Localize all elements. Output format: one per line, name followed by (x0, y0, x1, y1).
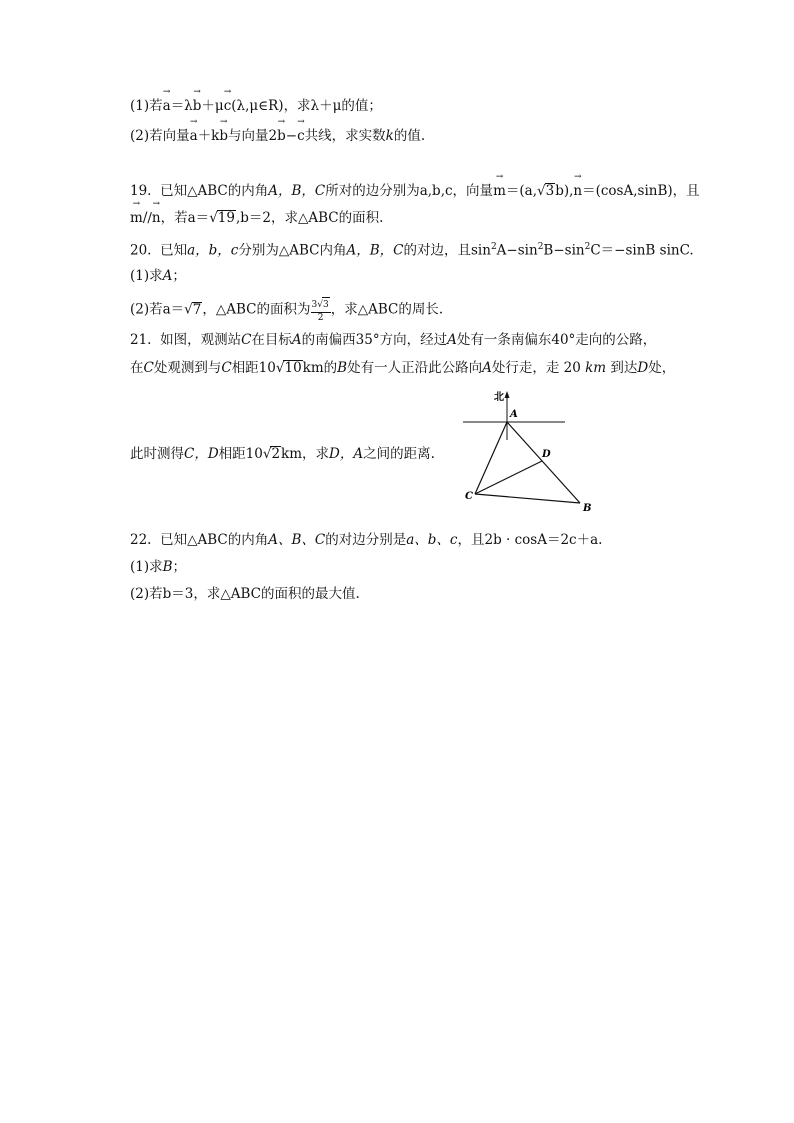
vector-m: → m (130, 209, 143, 227)
label-B: B (583, 503, 592, 514)
vector-a: → a (163, 97, 171, 115)
question-number: 21. (130, 332, 152, 348)
q20-line1: 20. 已知a，b，c分别为△ABC内角A，B，C的对边，且$\sin^2A-\sin^2B-\sin^2C=-\sin B$ sinC. (130, 242, 694, 259)
north-arrowhead (505, 391, 510, 398)
vector-b: → b (277, 127, 286, 145)
q21-line3: 此时测得C，D相距10√2km，求D，A之间的距离. (130, 446, 435, 462)
question-number: 22. (130, 532, 152, 548)
segment-AB (507, 422, 580, 503)
segment-CB (475, 494, 580, 503)
label-C: C (465, 491, 473, 502)
vector-b: → b (219, 127, 228, 145)
q21-line1: 21. 如图，观测站C在目标A的南偏西35°方向，经过A处有一条南偏东40°走向的公路， (130, 332, 657, 348)
q22-line1: 22. 已知△ABC的内角A、B、C的对边分别是a、b、c，且2b · cosA＝2c＋a. (130, 532, 603, 548)
label-D: D (542, 449, 551, 460)
vector-b: → b (193, 97, 202, 115)
area-fraction: $\frac{3√3}{2}$ (311, 297, 331, 323)
vector-n: → n (573, 182, 582, 200)
q19-line2: → m/∕→ n，若a＝√19,b＝2，求△ABC的面积. (130, 209, 383, 227)
question-number: 19. (130, 183, 152, 199)
question-number: 20. (130, 242, 152, 259)
vector-c: → c (224, 97, 232, 115)
q21-line2: 在C处观测到与C相距10√10km的B处有一人正沿此公路向A处行走，走 20 km 到达D处， (130, 360, 676, 376)
vector-m: → m (493, 182, 506, 200)
q20-part2: (2)若a＝√7，△ABC的面积为 $\frac{3√3}{2}$ ，求△ABC的周长. (130, 297, 443, 323)
segment-AC (475, 422, 507, 494)
q18-part1: (1)若→ a＝λ→ b＋μ→ c(λ,μ∈R)，求λ＋μ的值； (130, 97, 382, 115)
q18-part2: (2)若向量→ a＋k→ b与向量2→ b−→ c共线，求实数k的值. (130, 127, 425, 145)
q22-part1: (1)求B； (130, 559, 187, 575)
vector-a: → a (190, 127, 198, 145)
vector-c: → c (297, 127, 305, 145)
segment-CD (475, 461, 542, 494)
q20-part1: (1)求A； (130, 268, 186, 284)
label-A: A (510, 409, 518, 420)
north-label: 北 (494, 392, 504, 403)
q22-part2: (2)若b＝3，求△ABC的面积的最大值. (130, 586, 360, 602)
q19-line1: 19. 已知△ABC的内角A，B，C所对的边分别为a,b,c，向量→ m＝(a,√3b),→ n＝(cosA,sinB)，且 (130, 182, 700, 200)
vector-n: → n (152, 209, 161, 227)
geometry-diagram (455, 385, 605, 515)
